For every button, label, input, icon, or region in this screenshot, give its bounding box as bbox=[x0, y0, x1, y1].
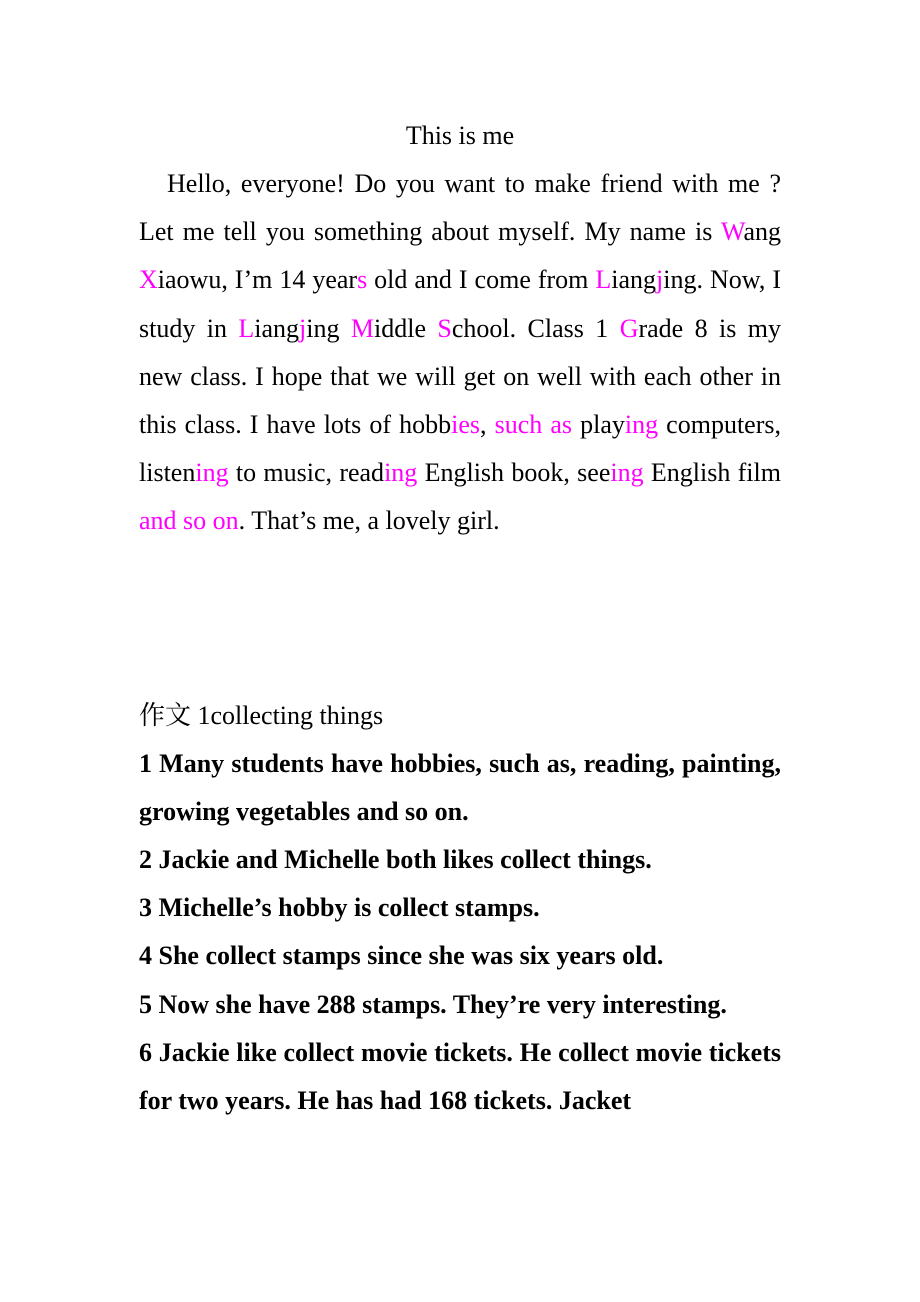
paragraph-text: chool. Class 1 bbox=[451, 313, 620, 343]
highlighted-text: ing bbox=[195, 458, 229, 488]
highlighted-text: ing bbox=[384, 458, 418, 488]
highlighted-text: L bbox=[238, 313, 255, 343]
paragraph-text: to music, read bbox=[228, 458, 385, 488]
essay-line: 5 Now she have 288 stamps. They’re very interesting. bbox=[139, 989, 727, 1019]
document-page bbox=[139, 112, 781, 1125]
essay-line: 1 Many students have hobbies, such as, reading, painting, growing vegetables and so on. bbox=[139, 748, 781, 826]
paragraph-text: ing. Now, I study in bbox=[139, 265, 782, 343]
paragraph-text: rade 8 is my new class. I hope that we will get on well with each other in this class. I have lots of hobb bbox=[139, 313, 781, 440]
intro-paragraph bbox=[139, 160, 781, 546]
paragraph-text: ing bbox=[306, 313, 351, 343]
paragraph-text: ang bbox=[743, 217, 781, 247]
paragraph-text: computers, listen bbox=[139, 410, 781, 488]
paragraph-text: English book, see bbox=[417, 458, 611, 488]
paragraph-text: iaowu, I’m 14 year bbox=[157, 265, 358, 295]
paragraph-text: iddle bbox=[374, 313, 438, 343]
paragraph-text: Hello, everyone! Do you want to make friend with me ? Let me tell you something about myself. My name is bbox=[139, 169, 781, 247]
highlighted-text: W bbox=[720, 217, 744, 247]
highlighted-text: ies bbox=[451, 410, 480, 440]
highlighted-text: j bbox=[299, 313, 307, 343]
highlighted-text: L bbox=[595, 265, 612, 295]
highlighted-text: j bbox=[656, 265, 664, 295]
highlighted-text: G bbox=[619, 313, 639, 343]
paragraph-text: play bbox=[572, 410, 625, 440]
essay-line: 4 She collect stamps since she was six years old. bbox=[139, 941, 664, 971]
highlighted-text: such as bbox=[494, 410, 572, 440]
highlighted-text: and so on bbox=[139, 506, 239, 536]
essay-heading: 作文 1collecting things bbox=[139, 700, 384, 730]
paragraph-text: iang bbox=[611, 265, 657, 295]
document-title: This is me bbox=[405, 121, 515, 150]
section-gap bbox=[139, 546, 781, 692]
essay-line: 3 Michelle’s hobby is collect stamps. bbox=[139, 893, 540, 923]
paragraph-text: , bbox=[480, 410, 495, 440]
paragraph-text: English film bbox=[643, 458, 781, 488]
highlighted-text: M bbox=[350, 313, 375, 343]
highlighted-text: ing bbox=[610, 458, 644, 488]
essay-line: 2 Jackie and Michelle both likes collect things. bbox=[139, 845, 652, 875]
highlighted-text: S bbox=[437, 313, 452, 343]
essay-line: 6 Jackie like collect movie tickets. He collect movie tickets for two years. He has had 168 tickets. Jacket bbox=[139, 1037, 781, 1116]
highlighted-text: ing bbox=[624, 410, 659, 440]
paragraph-text: . That’s me, a lovely girl. bbox=[238, 506, 500, 536]
paragraph-text: iang bbox=[254, 313, 300, 343]
essay-body bbox=[139, 740, 781, 1126]
paragraph-text: old and I come from bbox=[367, 265, 596, 295]
highlighted-text: X bbox=[139, 265, 158, 295]
highlighted-text: s bbox=[357, 265, 368, 295]
